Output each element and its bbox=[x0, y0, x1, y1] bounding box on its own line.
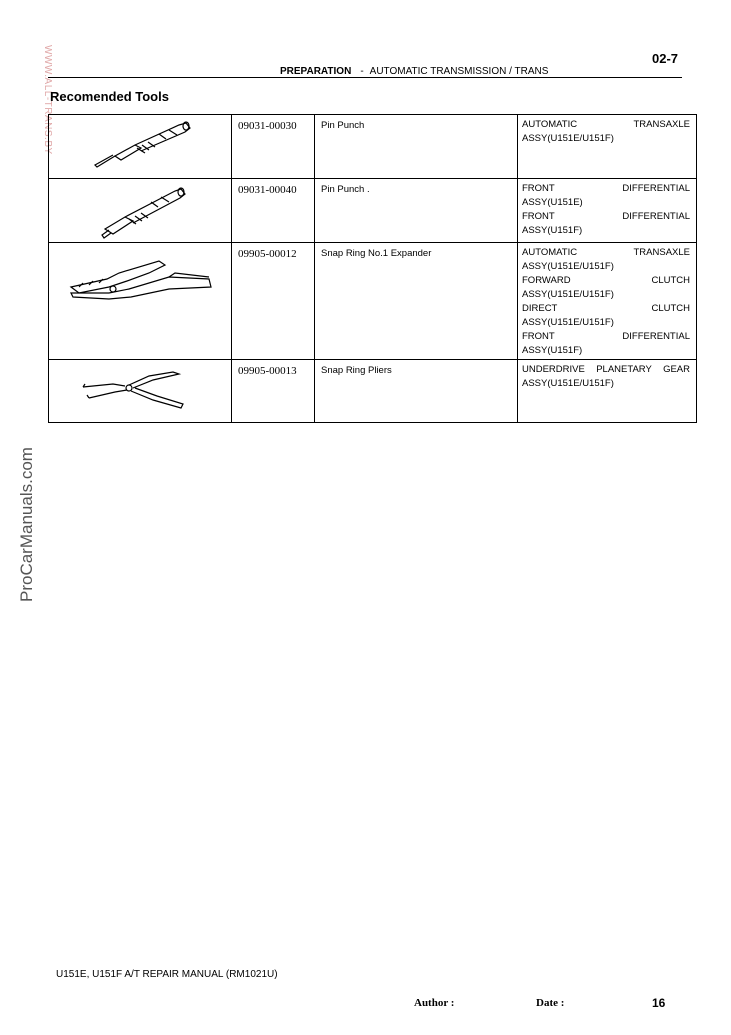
table-row bbox=[49, 115, 697, 179]
tool-name: Pin Punch . bbox=[315, 179, 518, 243]
tool-name: Snap Ring Pliers bbox=[315, 360, 518, 423]
date-label: Date : bbox=[536, 997, 565, 1009]
usage-line: ASSY(U151E/U151F) bbox=[522, 289, 614, 300]
usage-line: ASSY(U151E/U151F) bbox=[522, 317, 614, 328]
tool-usage bbox=[518, 360, 697, 423]
page-code: 02-7 bbox=[652, 51, 679, 66]
usage-line: ASSY(U151E/U151F) bbox=[522, 133, 614, 144]
usage-line: DIRECT CLUTCH bbox=[522, 303, 690, 314]
author-label: Author : bbox=[414, 997, 455, 1009]
tool-image-cell bbox=[49, 243, 232, 360]
tool-image-cell bbox=[49, 115, 232, 179]
usage-line: ASSY(U151E/U151F) bbox=[522, 261, 614, 272]
tool-usage bbox=[518, 243, 697, 360]
running-header bbox=[280, 66, 548, 77]
usage-line: ASSY(U151F) bbox=[522, 345, 583, 356]
subsection-label: AUTOMATIC TRANSMISSION / TRANS bbox=[369, 66, 549, 77]
usage-line: AUTOMATIC TRANSAXLE bbox=[522, 119, 690, 130]
usage-line: FRONT DIFFERENTIAL bbox=[522, 183, 690, 194]
section-label: PREPARATION bbox=[280, 66, 352, 77]
tool-name: Pin Punch bbox=[315, 115, 518, 179]
tool-image-cell bbox=[49, 360, 232, 423]
tool-usage bbox=[518, 179, 697, 243]
part-number: 09031-00040 bbox=[232, 179, 315, 243]
usage-line: FRONT DIFFERENTIAL bbox=[522, 211, 690, 222]
usage-line: FORWARD CLUTCH bbox=[522, 275, 690, 286]
table-row bbox=[49, 360, 697, 423]
part-number: 09905-00013 bbox=[232, 360, 315, 423]
footer-manual-title: U151E, U151F A/T REPAIR MANUAL (RM1021U) bbox=[56, 969, 278, 980]
usage-line: FRONT DIFFERENTIAL bbox=[522, 331, 690, 342]
tool-image-cell bbox=[49, 179, 232, 243]
table-row bbox=[49, 243, 697, 360]
usage-line: AUTOMATIC TRANSAXLE bbox=[522, 247, 690, 258]
pin-punch-icon bbox=[49, 179, 231, 242]
page-title: Recomended Tools bbox=[50, 89, 169, 104]
footer-page-number: 16 bbox=[652, 996, 666, 1010]
snap-ring-expander-icon bbox=[49, 243, 231, 359]
snap-ring-pliers-icon bbox=[49, 360, 231, 422]
tools-table bbox=[48, 114, 697, 423]
usage-line: ASSY(U151F) bbox=[522, 225, 583, 236]
side-watermark: WWW.ALL-TRANS.BY bbox=[42, 45, 53, 155]
tool-name: Snap Ring No.1 Expander bbox=[315, 243, 518, 360]
part-number: 09031-00030 bbox=[232, 115, 315, 179]
usage-line: ASSY(U151E/U151F) bbox=[522, 378, 614, 389]
usage-line: ASSY(U151E) bbox=[522, 197, 583, 208]
part-number: 09905-00012 bbox=[232, 243, 315, 360]
table-row bbox=[49, 179, 697, 243]
left-watermark: ProCarManuals.com bbox=[17, 447, 36, 602]
header-rule bbox=[48, 77, 682, 78]
tool-usage bbox=[518, 115, 697, 179]
header-separator: - bbox=[360, 66, 364, 77]
usage-line: UNDERDRIVE PLANETARY GEAR bbox=[522, 364, 690, 375]
pin-punch-icon bbox=[49, 115, 231, 178]
